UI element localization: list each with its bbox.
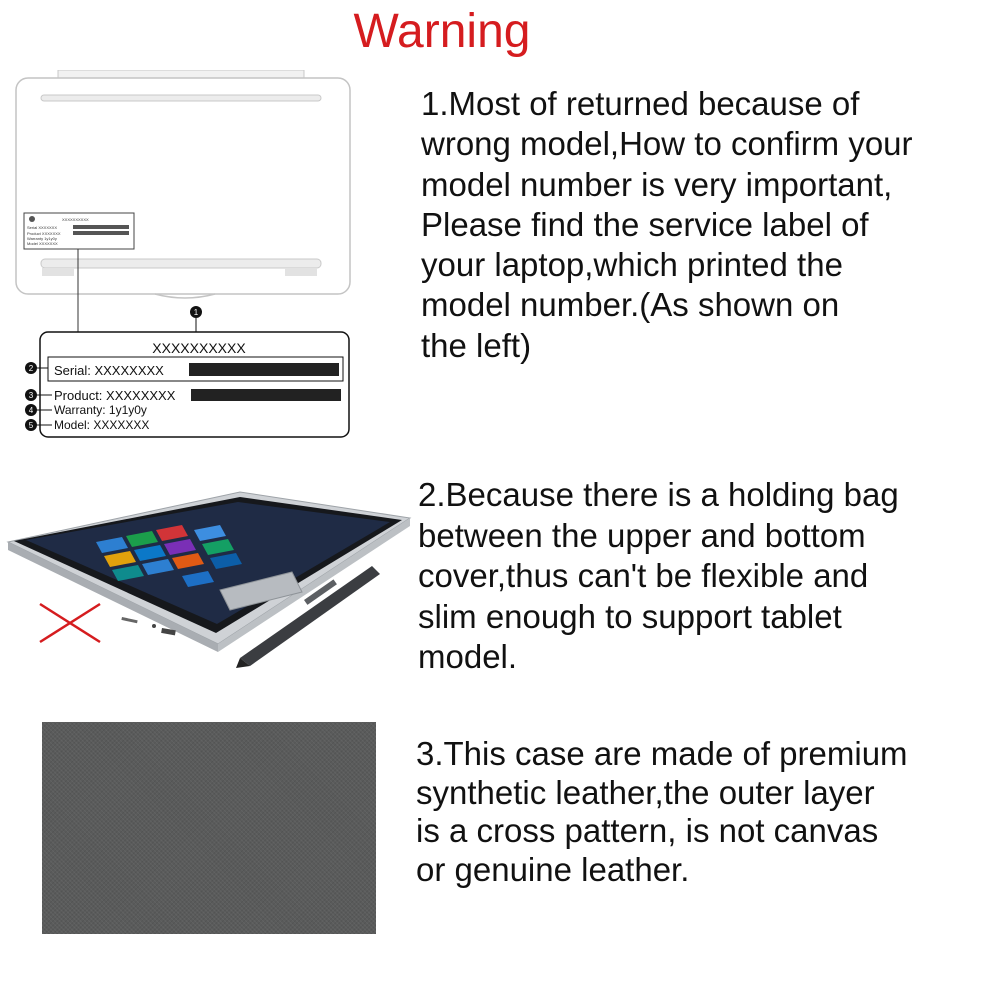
serial-barcode: [189, 363, 339, 376]
service-label: [40, 332, 349, 437]
laptop-bottom-cover: [16, 70, 350, 298]
product-barcode: [191, 389, 341, 401]
tablet-mode-laptop-figure: [4, 480, 414, 670]
hp-logo-icon: [29, 216, 35, 222]
warning-title: Warning: [353, 5, 531, 58]
label-code: XXXXXXXXXX: [152, 340, 246, 356]
mini-label-warranty: Warranty 1y1y0y: [27, 236, 57, 241]
cross-pattern-leather-image: [42, 722, 376, 934]
svg-text:5: 5: [28, 421, 34, 430]
leather-texture-swatch: [42, 722, 376, 934]
convertible-laptop: [8, 492, 410, 652]
red-cross-icon: [40, 604, 100, 642]
mini-service-label: [24, 213, 134, 249]
svg-text:2: 2: [28, 364, 34, 373]
svg-text:3: 3: [28, 391, 34, 400]
svg-text:4: 4: [28, 406, 34, 415]
mini-label-product: Product XXXXXXX: [27, 231, 61, 236]
svg-text:1: 1: [193, 308, 199, 317]
section-3-text: 3.This case are made of premium synthetic leather,the outer layer is a cross pattern, is not canvas or genuine leather.: [416, 735, 908, 888]
label-serial: Serial: XXXXXXXX: [54, 363, 164, 378]
label-model: Model: XXXXXXX: [54, 418, 150, 432]
mini-label-model: Model XXXXXXX: [27, 241, 58, 246]
section-2-text: 2.Because there is a holding bag between the upper and bottom cover,thus can't be flexible and slim enough to support tablet model.: [418, 476, 899, 675]
label-warranty: Warranty: 1y1y0y: [54, 403, 147, 417]
mini-label-serial: Serial XXXXXXX: [27, 225, 58, 230]
mini-label-code: XXXXXXXXXX: [62, 217, 89, 222]
label-product: Product: XXXXXXXX: [54, 388, 176, 403]
laptop-service-label-figure: [15, 70, 355, 442]
section-1-text: 1.Most of returned because of wrong model,How to confirm your model number is very important, Please find the service label of your laptop,which printed the model number.(As shown on the left): [421, 85, 913, 364]
